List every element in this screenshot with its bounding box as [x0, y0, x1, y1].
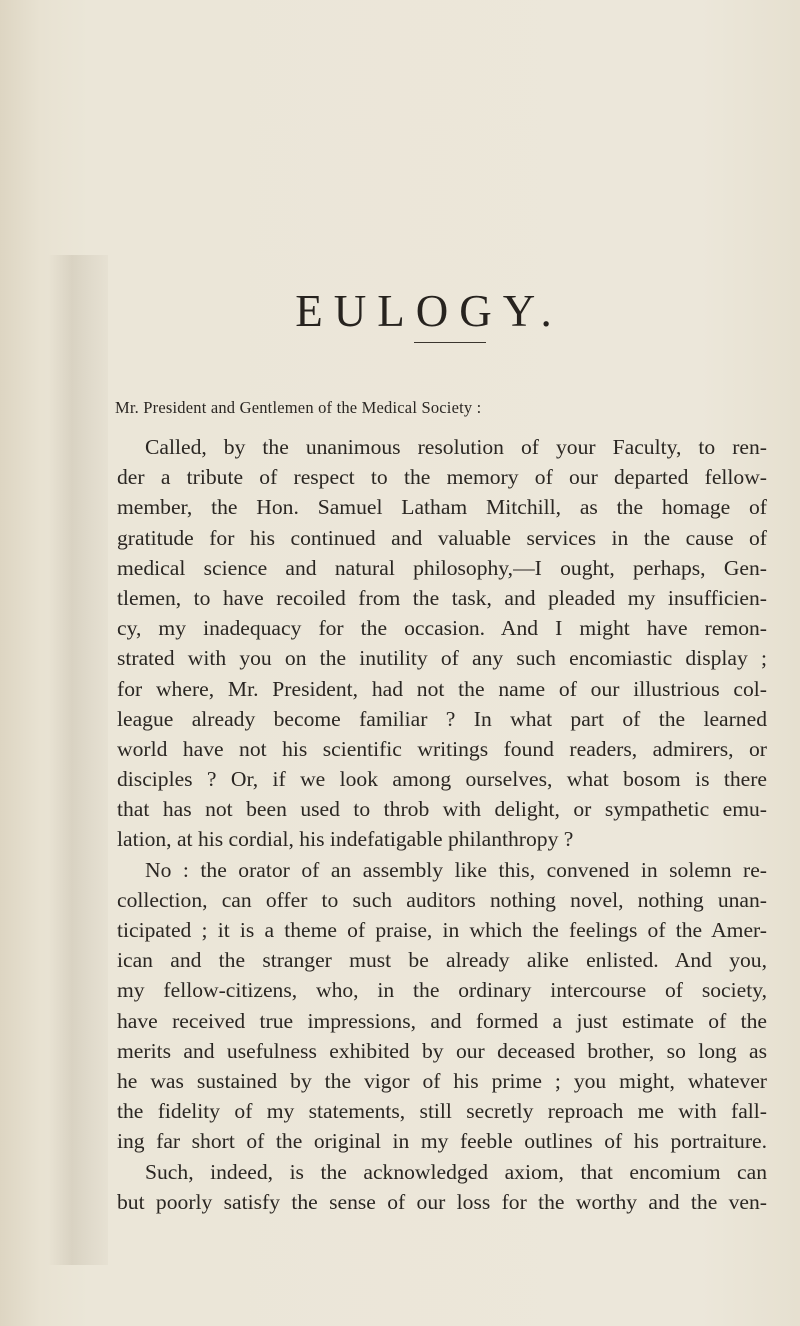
text-line: cy, my inadequacy for the occasion. And I might have remon-: [117, 616, 767, 641]
text-line: for where, Mr. President, had not the name of our illustrious col-: [117, 676, 767, 701]
text-line: der a tribute of respect to the memory of our departed fellow-: [117, 465, 767, 490]
text-line: medical science and natural philosophy,—I ought, perhaps, Gen-: [117, 555, 767, 580]
text-line: Called, by the unanimous resolution of your Faculty, to ren-: [145, 435, 767, 459]
text-line: ticipated ; it is a theme of praise, in which the feelings of the Amer-: [117, 918, 767, 942]
text-line: ing far short of the original in my feeble outlines of his portraiture.: [117, 1129, 767, 1154]
text-line: lation, at his cordial, his indefatigable philanthropy ?: [117, 827, 574, 852]
text-line: disciples ? Or, if we look among ourselves, what bosom is there: [117, 767, 767, 792]
text-line: collection, can offer to such auditors nothing novel, nothing unan-: [117, 887, 767, 912]
body-text: [117, 432, 767, 1217]
text-line: but poorly satisfy the sense of our loss for the worthy and the ven-: [117, 1189, 767, 1214]
text-line: No : the orator of an assembly like this, convened in solemn re-: [145, 857, 767, 882]
text-line: strated with you on the inutility of any such encomiastic display ;: [117, 646, 767, 671]
text-line: my fellow-citizens, who, in the ordinary intercourse of society,: [117, 978, 767, 1003]
text-line: member, the Hon. Samuel Latham Mitchill, as the homage of: [117, 495, 767, 520]
text-line: merits and usefulness exhibited by our deceased brother, so long as: [117, 1038, 767, 1063]
text-line: have received true impressions, and formed a just estimate of the: [117, 1008, 767, 1033]
page-title: EULOGY.: [295, 286, 563, 337]
title-divider-rule: [414, 342, 486, 343]
text-line: tlemen, to have recoiled from the task, and pleaded my insufficien-: [117, 585, 767, 610]
salutation: Mr. President and Gentlemen of the Medical Society :: [115, 398, 482, 417]
text-line: that has not been used to throb with delight, or sympathetic emu-: [117, 797, 767, 822]
text-line: Such, indeed, is the acknowledged axiom, that encomium can: [145, 1159, 767, 1184]
binding-gutter-shadow: [48, 255, 108, 1265]
text-line: world have not his scientific writings found readers, admirers, or: [117, 736, 767, 761]
text-line: league already become familiar ? In what part of the learned: [117, 706, 767, 731]
text-line: gratitude for his continued and valuable services in the cause of: [117, 525, 767, 550]
text-line: the fidelity of my statements, still secretly reproach me with fall-: [117, 1099, 767, 1124]
text-line: ican and the stranger must be already alike enlisted. And you,: [117, 948, 767, 973]
text-line: he was sustained by the vigor of his prime ; you might, whatever: [117, 1068, 767, 1093]
